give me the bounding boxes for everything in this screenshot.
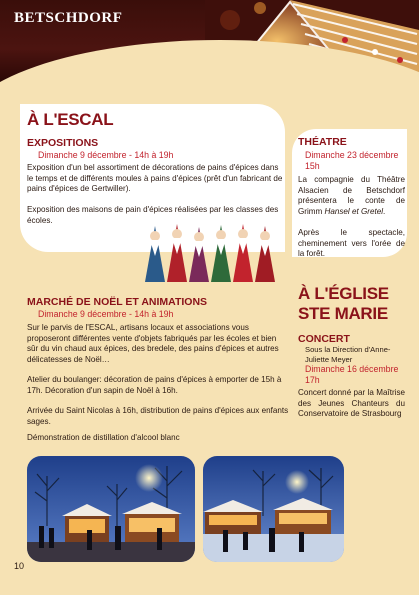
eglise-heading: À L'ÉGLISE STE MARIE — [298, 284, 389, 323]
concert-title: CONCERT — [298, 333, 350, 345]
expositions-para1: Exposition d'un bel assortiment de décorations de pains d'épices dans le temps et de différents moules à pains d'épices (prêt d'un fabricant de pains d'épices de Gertwiller). — [27, 163, 283, 194]
expositions-date: Dimanche 9 décembre - 14h à 19h — [38, 150, 174, 160]
marche-para2: Atelier du boulanger: décoration de pains d'épices à emporter de 15h à 17h. Décoration d'un sapin de Noël à 16h. — [27, 375, 282, 395]
header-banner — [0, 0, 419, 82]
theatre-play-title: Hansel et Gretel — [324, 206, 384, 216]
concert-para: Concert donné par la Maîtrise des Jeunes Chanteurs du Conservatoire de Strasbourg — [298, 388, 405, 419]
christmas-market-photo-1 — [27, 456, 195, 562]
concert-direction: Sous la Direction d'Anne-Juliette Meyer — [305, 345, 391, 364]
page-title: BETSCHDORF — [14, 10, 123, 26]
theatre-date: Dimanche 23 décembre 15h — [305, 150, 399, 171]
theatre-title: THÉATRE — [298, 136, 347, 148]
theatre-para2: Après le spectacle, cheminement vers l'orée de la forêt. — [298, 228, 405, 259]
christmas-market-photo-2 — [203, 456, 344, 562]
concert-date: Dimanche 16 décembre 17h — [305, 364, 399, 385]
expositions-title: EXPOSITIONS — [27, 137, 99, 149]
marche-para1: Sur le parvis de l'ESCAL, artisans locaux et associations vous proposeront différentes vente d'objets fabriqués par les écoles et bien sûr du vin chaud aux épices, des bredele, des pains d'épices et autres délicatesses de Noël… — [27, 323, 279, 364]
marche-title: MARCHÉ DE NOËL ET ANIMATIONS — [27, 296, 208, 308]
expositions-para2: Exposition des maisons de pain d'épices réalisées par les classes des écoles. — [27, 205, 279, 225]
santa-figures-image — [143, 222, 278, 289]
page-number: 10 — [14, 561, 25, 571]
escal-heading: À L'ESCAL — [27, 110, 114, 129]
marche-para3: Arrivée du Saint Nicolas à 16h, distribution de pains d'épices aux enfants sages. — [27, 406, 289, 426]
theatre-para1: La compagnie du Théâtre Alsacien de Betschdorf présentera le conte de Grimm Hansel et Gretel. — [298, 175, 405, 216]
marche-para4: Démonstration de distillation d'alcool blanc — [27, 433, 180, 442]
marche-date: Dimanche 9 décembre - 14h à 19h — [38, 309, 174, 319]
